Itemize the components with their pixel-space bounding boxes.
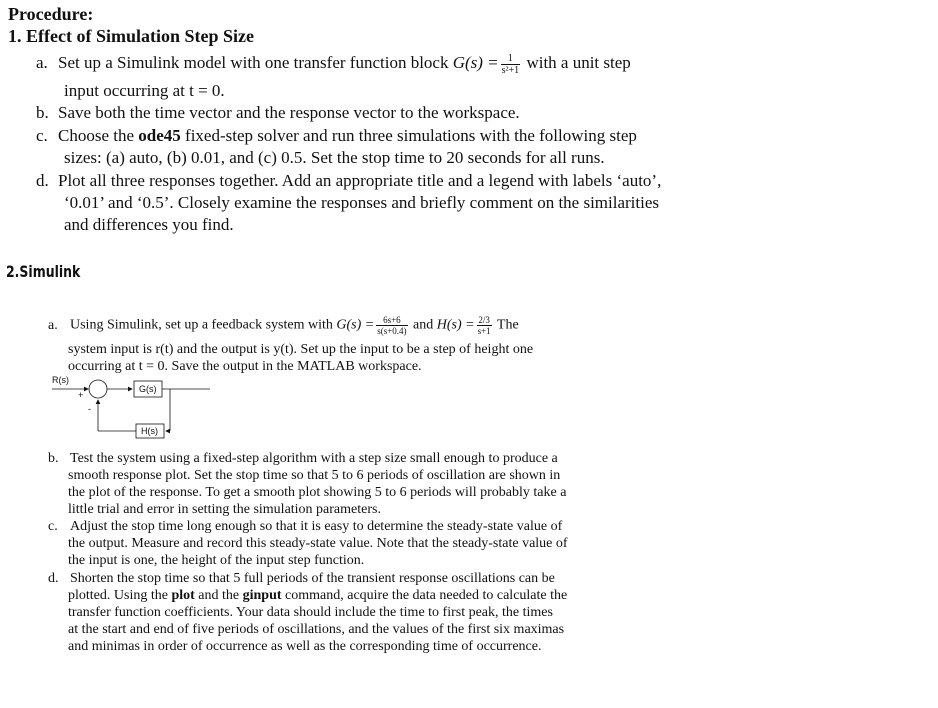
item-1c-line2: sizes: (a) auto, (b) 0.01, and (c) 0.5. Set the stop time to 20 seconds for all runs.: [64, 148, 605, 167]
item-2c-line: the output. Measure and record this steady-state value. Note that the steady-state value of: [68, 536, 568, 551]
item-2a-line3: occurring at t = 0. Save the output in the MATLAB workspace.: [68, 359, 422, 374]
feedback-block-diagram: [50, 374, 220, 444]
item-2b-line: little trial and error in setting the simulation parameters.: [68, 502, 381, 517]
item-2d-line: plotted. Using the plot and the ginput command, acquire the data needed to calculate the: [68, 588, 568, 603]
h-block-label: H(s): [141, 426, 158, 436]
item-2d: d. Shorten the stop time so that 5 full periods of the transient response oscillations can be: [48, 571, 555, 586]
item-1a-line2: input occurring at t = 0.: [64, 81, 225, 100]
item-1b: b. Save both the time vector and the response vector to the workspace.: [36, 103, 520, 122]
procedure-title: Procedure:: [8, 4, 94, 24]
item-1d-line3: and differences you find.: [64, 215, 234, 234]
summing-junction: [89, 380, 107, 398]
item-2b-line: the plot of the response. To get a smooth plot showing 5 to 6 periods will probably take a: [68, 485, 567, 500]
minus-sign: -: [88, 404, 91, 414]
plus-sign: +: [78, 390, 84, 400]
section-1-title: 1. Effect of Simulation Step Size: [8, 26, 254, 46]
item-1d: d. Plot all three responses together. Add an appropriate title and a legend with labels ‘auto’,: [36, 171, 662, 190]
item-2a: a. Using Simulink, set up a feedback system with G(s) = $\frac{6s+6}{s(s+0.4)}$ and H(s) = $\frac{2/3}{s+1}$ The: [48, 315, 519, 336]
solver-name: ode45: [138, 126, 181, 145]
plot-command: plot: [171, 588, 195, 603]
item-1d-line2: ‘0.01’ and ‘0.5’. Closely examine the responses and briefly comment on the similarities: [64, 193, 660, 212]
g-block-label: G(s): [139, 384, 157, 394]
gs-label: G(s) =: [452, 53, 499, 72]
item-2c-line: the input is one, the height of the input step function.: [68, 553, 365, 568]
item-1c: c. Choose the ode45 fixed-step solver and run three simulations with the following step: [36, 126, 637, 145]
fraction-g: $\frac{6s+6}{s(s+0.4)}$: [377, 315, 407, 336]
item-2d-line: transfer function coefficients. Your data should include the time to first peak, the times: [68, 605, 553, 620]
fraction-h: $\frac{2/3}{s+1}$: [477, 315, 491, 336]
item-label: a.: [36, 53, 48, 72]
section-2-title: 2.Simulink: [6, 262, 81, 281]
item-2d-line: at the start and end of five periods of oscillations, and the values of the first six maximas: [68, 622, 565, 637]
item-2b-line: smooth response plot. Set the stop time so that 5 to 6 periods of oscillation are shown in: [68, 468, 561, 483]
item-2a-line2: system input is r(t) and the output is y(t). Set up the input to be a step of height one: [68, 342, 534, 357]
fraction-1a: $\frac{1}{\text{s²+1}}$: [501, 52, 520, 76]
item-2d-line: and minimas in order of occurrence as well as the corresponding time of occurrence.: [68, 639, 542, 654]
ginput-command: ginput: [242, 588, 282, 603]
input-label: R(s): [52, 375, 69, 385]
item-1a: a. Set up a Simulink model with one transfer function block G(s) = $\frac{1}{\text{s²+1}}$ with a unit step: [36, 52, 631, 76]
item-2b: b. Test the system using a fixed-step algorithm with a step size small enough to produce a: [48, 451, 558, 466]
item-2c: c. Adjust the stop time long enough so that it is easy to determine the steady-state value of: [48, 519, 563, 534]
